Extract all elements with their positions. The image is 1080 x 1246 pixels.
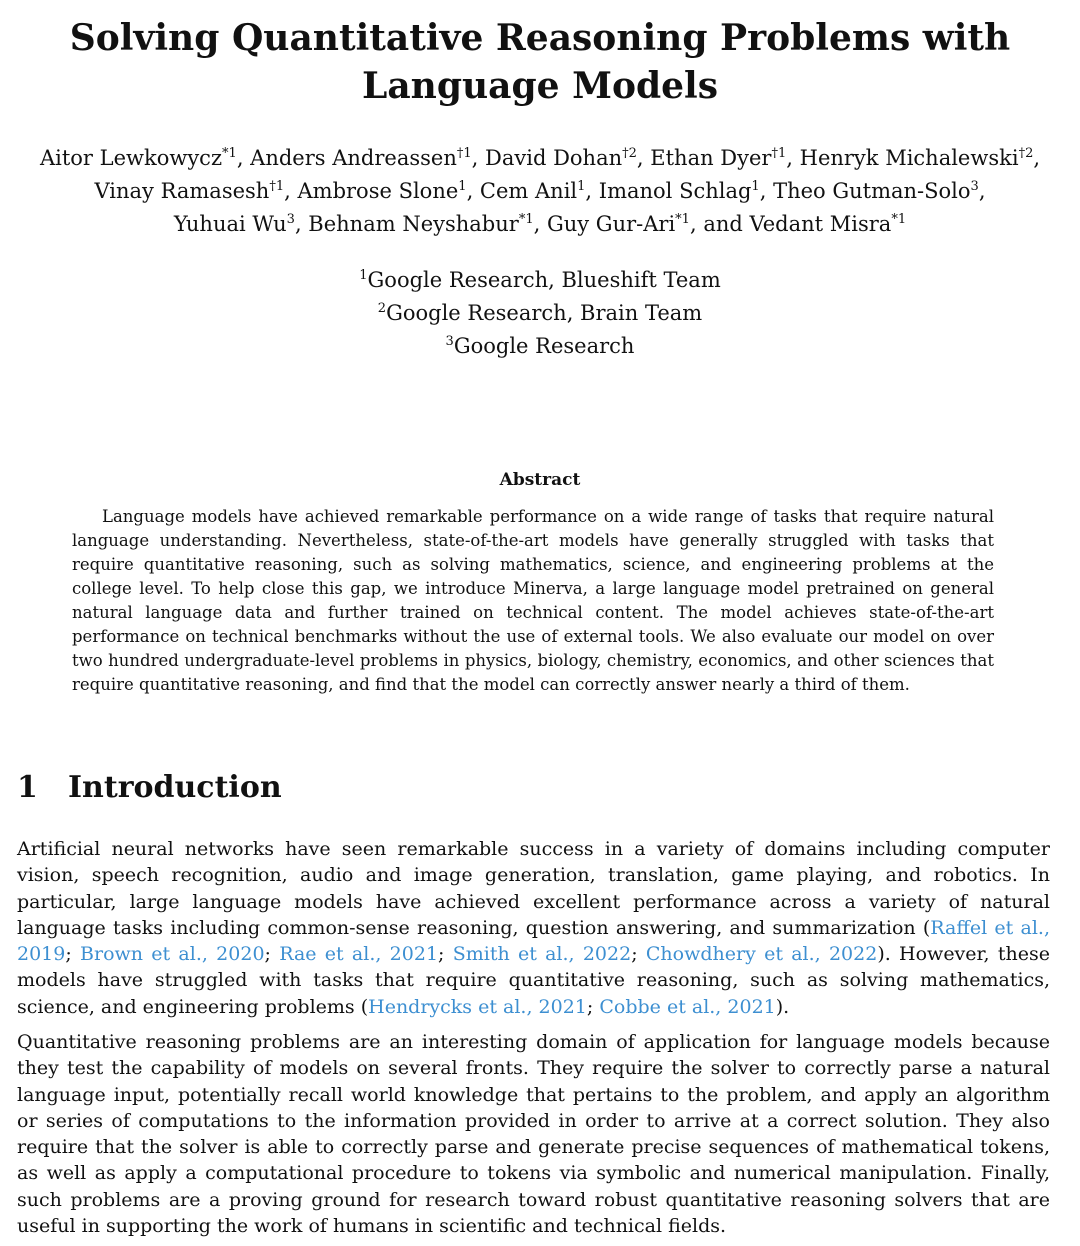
author-name: Vinay Ramasesh: [94, 179, 270, 203]
affiliation-1: [0, 264, 1080, 297]
citation-link[interactable]: Rae et al., 2021: [279, 943, 439, 966]
author-line-1: Aitor Lewkowycz$^{*1}$, Anders Andreassen$^{\dagger 1}$, David Dohan$^{\dagger 2}$, Ethan Dyer$^{\dagger 1}$, Henryk Michalewski$^{\dagger 2}$,: [39, 146, 1041, 170]
citation-link[interactable]: Hendrycks et al., 2021: [368, 995, 587, 1018]
paper-title-line-1: Solving Quantitative Reasoning Problems with: [69, 17, 1011, 59]
affiliation-number: 3: [445, 334, 454, 350]
author-mark: †1: [269, 179, 285, 195]
author-mark: *1: [675, 212, 690, 228]
intro-paragraph-1: [17, 836, 1050, 1020]
affiliation-list: [0, 264, 1080, 363]
author-mark: *1: [518, 212, 534, 228]
citation-separator: ;: [586, 995, 600, 1018]
citation-link[interactable]: Raffel et al., 2019: [17, 916, 1050, 966]
author-mark: †2: [1018, 146, 1034, 162]
affiliation-number: 2: [377, 301, 387, 317]
author-name: Behnam Neyshabur: [308, 212, 519, 236]
citation-separator: ;: [631, 943, 646, 966]
author-list: [10, 142, 1070, 241]
section-number: 1: [17, 770, 38, 805]
paragraph-text: ).: [775, 995, 790, 1018]
author-mark: †1: [456, 146, 472, 162]
author-name: Anders Andreassen: [250, 146, 457, 170]
author-mark: 3: [286, 212, 295, 228]
author-name: Henryk Michalewski: [799, 146, 1019, 170]
affiliation-number: 1: [359, 268, 368, 284]
author-name: Ambrose Slone: [297, 179, 459, 203]
abstract-heading: Abstract: [499, 470, 581, 490]
section-heading: [17, 766, 282, 810]
author-name: and Vedant Misra: [703, 212, 892, 236]
citation-link[interactable]: Cobbe et al., 2021: [599, 995, 776, 1018]
citation-separator: ;: [438, 943, 453, 966]
affiliation-3: [0, 330, 1080, 363]
paragraph-text: Artificial neural networks have seen remarkable success in a variety of domains including computer vision, speech recognition, audio and image generation, translation, game playing, and robotics. In particular, large language models have achieved excellent performance across a variety of natural language tasks including common-sense reasoning, question answering, and summarization (: [17, 838, 1050, 939]
paragraph-text: ). However, these models have struggled with tasks that require quantitative reasoning, such as solving mathematics, science, and engineering problems (: [17, 943, 1050, 1018]
paper-title: [0, 14, 1080, 110]
citation-separator: ;: [264, 943, 280, 966]
abstract-body: Language models have achieved remarkable performance on a wide range of tasks that require natural language understanding. Nevertheless, state-of-the-art models have generally struggled with tasks that require quantitative reasoning, such as solving mathematics, science, and engineering problems at the college level. To help close this gap, we introduce Minerva, a large language model pretrained on general natural language data and further trained on technical content. The model achieves state-of-the-art performance on technical benchmarks without the use of external tools. We also evaluate our model on over two hundred undergraduate-level problems in physics, biology, chemistry, economics, and other sciences that require quantitative reasoning, and find that the model can correctly answer nearly a third of them.: [72, 507, 994, 694]
author-name: David Dohan: [485, 146, 623, 170]
author-mark: *1: [222, 146, 237, 162]
citation-separator: ;: [65, 943, 81, 966]
author-name: Cem Anil: [479, 179, 578, 203]
author-mark: †2: [622, 146, 637, 162]
author-mark: †1: [771, 146, 787, 162]
author-line-2: Vinay Ramasesh$^{\dagger 1}$, Ambrose Slone$^1$, Cem Anil$^1$, Imanol Schlag$^1$, Theo Gutman-Solo$^3$,: [94, 179, 986, 203]
affiliation-text: Google Research, Brain Team: [386, 301, 703, 325]
author-name: Ethan Dyer: [650, 146, 772, 170]
paper-title-line-2: Language Models: [362, 65, 718, 107]
affiliation-2: [0, 297, 1080, 330]
intro-paragraph-2: Quantitative reasoning problems are an interesting domain of application for language models because they test the capability of models on several fronts. They require the solver to correctly parse a natural language input, potentially recall world knowledge that pertains to the problem, and apply an algorithm or series of computations to the information provided in order to arrive at a correct solution. They also require that the solver is able to correctly parse and generate precise sequences of mathematical tokens, as well as apply a computational procedure to tokens via symbolic and numerical manipulation. Finally, such problems are a proving ground for research toward robust quantitative reasoning solvers that are useful in supporting the work of humans in scientific and technical fields.: [17, 1031, 1050, 1238]
author-mark: *1: [891, 212, 907, 228]
author-mark: 1: [458, 179, 467, 195]
author-name: Guy Gur-Ari: [546, 212, 676, 236]
author-mark: 1: [577, 179, 586, 195]
section-title: Introduction: [68, 770, 282, 805]
citation-link[interactable]: Smith et al., 2022: [452, 943, 632, 966]
author-mark: 1: [751, 179, 760, 195]
author-name: Imanol Schlag: [598, 179, 752, 203]
citation-link[interactable]: Brown et al., 2020: [80, 943, 265, 966]
author-name: Yuhuai Wu: [173, 212, 287, 236]
affiliation-text: Google Research, Blueshift Team: [367, 268, 721, 292]
author-line-3: Yuhuai Wu$^3$, Behnam Neyshabur$^{*1}$, Guy Gur-Ari$^{*1}$, and Vedant Misra$^{*1}$: [173, 212, 907, 236]
affiliation-text: Google Research: [453, 334, 635, 358]
author-name: Theo Gutman-Solo: [773, 179, 971, 203]
author-mark: 3: [970, 179, 979, 195]
author-name: Aitor Lewkowycz: [39, 146, 223, 170]
citation-link[interactable]: Chowdhery et al., 2022: [645, 943, 878, 966]
